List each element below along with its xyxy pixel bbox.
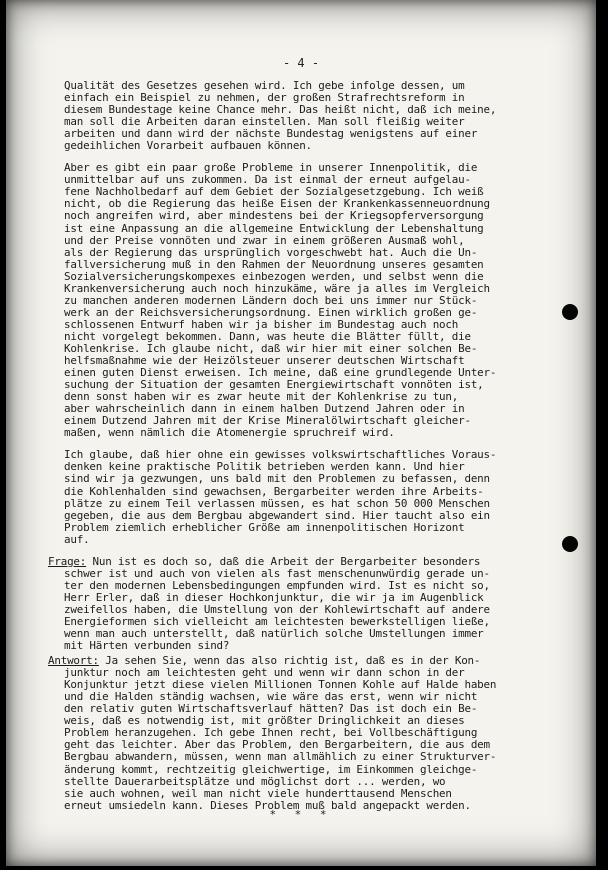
answer-label: Antwort: [48, 654, 99, 668]
text-line: die Kohlenhalden sind gewachsen, Bergarbeiter werden ihre Arbeits- [64, 484, 484, 498]
text-line: arbeiten und dann wird der nächste Bundestag wenigstens auf einer [64, 127, 478, 141]
text-line: weis, daß es notwendig ist, mit größter Dringlichkeit an dieses [64, 714, 465, 728]
text-line: Problem heranzugehen. Ich gebe Ihnen recht, bei Vollbeschäftigung [64, 726, 478, 740]
text-line: änderung kommt, rechtzeitig gleichwertige, im Einkommen gleichge- [64, 762, 478, 776]
text-line: Kohlenkrise. Ich glaube nicht, daß wir hier mit einer solchen Be- [64, 341, 478, 355]
text-line: gegeben, die aus dem Bergbau abgewandert sind. Hier taucht also ein [64, 508, 490, 522]
text-line: sind wir ja gezwungen, uns bald mit den Problemen zu befassen, denn [64, 472, 490, 486]
question-label: Frage: [48, 554, 87, 568]
text-line: fene Nachholbedarf auf dem Gebiet der Sozialgesetzgebung. Ich weiß [64, 185, 484, 199]
text-line: stellte Dauerarbeitsplätze und möglichst dort ... werden, wo [64, 774, 446, 788]
text-line-content: Nun ist es doch so, daß die Arbeit der Bergarbeiter besonders [86, 554, 481, 568]
text-line: und der Preise vonnöten und zwar in einem größeren Ausmaß wohl, [64, 233, 465, 247]
text-line: gedeihlichen Vorarbeit aufbauen können. [64, 139, 312, 153]
text-line: den relativ guten Wirtschaftsverlauf hätten? Das ist doch ein Be- [64, 702, 478, 716]
text-line: Energieformen sich vielleicht am leichtesten bewerkstelligen ließe, [64, 614, 490, 628]
page-number: - 4 - [282, 56, 320, 70]
punch-hole-top [562, 304, 578, 320]
paragraphs [64, 80, 554, 546]
text-line: helfsmaßnahme wie der Heizölsteuer unserer deutschen Wirtschaft [64, 354, 465, 368]
text-line: zweifellos haben, die Umstellung von der Kohlewirtschaft auf andere [64, 602, 490, 616]
text-line: wenn man auch unterstellt, daß natürlich solche Umstellungen immer [64, 627, 484, 641]
text-line: nicht vorgelegt bekommen. Dann, was heute die Blätter füllt, die [64, 329, 471, 343]
text-line: fallversicherung muß in den Rahmen der Neuordnung unseres gesamten [64, 257, 484, 271]
text-line: ter den modernen Lebensbedingungen empfunden wird. Ist es nicht so, [64, 578, 490, 592]
text-line: schwer ist und auch von vielen als fast menschenunwürdig gerade un- [64, 566, 490, 580]
question-text [48, 554, 554, 653]
text-line: Qualität des Gesetzes gesehen wird. Ich gebe infolge dessen, um [64, 79, 465, 92]
text-line: Aber es gibt ein paar große Probleme in unserer Innenpolitik, die [64, 161, 478, 175]
answer-text [48, 654, 554, 812]
text-line: auf. [64, 532, 90, 546]
text-line: nicht, ob die Regierung das heiße Eisen der Krankenkassenneuordnung [64, 197, 490, 211]
text-line: aber wahrscheinlich dann in einem halben Dutzend Jahren oder in [64, 402, 465, 416]
text-line: Ich glaube, daß hier ohne ein gewisses volkswirtschaftliches Voraus- [64, 448, 497, 462]
text-line: geht das leichter. Aber das Problem, den Bergarbeitern, die aus dem [64, 738, 490, 752]
end-mark: * * * [269, 808, 333, 821]
text-line: und die Halden ständig wachsen, wie wäre das erst, wenn wir nicht [64, 690, 478, 704]
text-line: suchung der Situation der gesamten Energiewirtschaft vonnöten ist, [64, 378, 484, 392]
text-line: mit Härten verbunden sind? [64, 639, 230, 653]
text-line: Problem ziemlich erheblicher Größe am innenpolitischen Horizont [64, 520, 465, 534]
answer-block [48, 654, 554, 812]
punch-hole-bottom [562, 536, 578, 552]
text-line: schlossenen Entwurf haben wir ja bisher im Bundestag auch noch [64, 317, 459, 331]
document-body [48, 79, 554, 812]
text-line [48, 556, 554, 568]
text-line: denn sonst haben wir es zwar heute mit der Kohlenkrise zu tun, [64, 390, 459, 404]
paragraph [64, 80, 554, 152]
text-line: noch angreifen wird, aber mindestens bei der Kriegsopferversorgung [64, 209, 484, 223]
text-line: einen guten Dienst erweisen. Ich meine, daß eine grundlegende Unter- [64, 366, 497, 380]
text-line: man soll die Arbeiten daran einstellen. Man soll fleißig weiter [64, 115, 465, 129]
text-line: Herr Erler, daß in dieser Hochkonjunktur, die wir ja im Augenblick [64, 590, 484, 604]
text-line: denken keine praktische Politik betrieben werden kann. Und hier [64, 460, 465, 474]
text-line: junktur noch am leichtesten geht und wenn wir dann schon in der [64, 666, 465, 680]
text-line: Bergbau abwandern, müssen, wenn man allmählich zu einer Strukturver- [64, 750, 497, 764]
text-line: diesem Bundestage keine Chance mehr. Das heißt nicht, daß ich meine, [64, 103, 497, 117]
paragraph [64, 162, 554, 439]
text-line: Sozialversicherungskompexes einbezogen werden, und selbst wenn die [64, 269, 484, 283]
text-line: erneut umsiedeln kann. Dieses Problem muß bald angepackt werden. [64, 798, 471, 812]
paragraph [64, 449, 554, 545]
text-line: plätze zu einem Teil verlassen müssen, es hat schon 50 000 Menschen [64, 496, 490, 510]
text-line: zu manchen anderen modernen Ländern doch bei uns immer nur Stück- [64, 293, 478, 307]
document-page [6, 0, 596, 866]
text-line: werk an der Reichsversicherungsordnung. Einen wirklich großen ge- [64, 305, 478, 319]
question-block [48, 554, 554, 653]
text-line: Krankenversicherung auch noch hinzukäme, wäre ja alles im Vergleich [64, 281, 490, 295]
text-line: Konjunktur jetzt diese vielen Millionen Tonnen Kohle auf Halde haben [64, 678, 497, 692]
text-line-content: Ja sehen Sie, wenn das also richtig ist, daß es in der Kon- [98, 654, 481, 668]
text-line: ist eine Anpassung an die allgemeine Entwicklung der Lebenshaltung [64, 221, 484, 235]
text-line: einfach ein Beispiel zu nehmen, der großen Strafrechtsreform in [64, 91, 465, 105]
text-line: einem Dutzend Jahren mit der Krise Mineralölwirtschaft gleicher- [64, 414, 471, 428]
text-line: maßen, wenn nämlich die Atomenergie spruchreif wird. [64, 426, 395, 440]
text-line: sie auch wohnen, weil man nicht viele hunderttausend Menschen [64, 786, 452, 800]
text-line: unmittelbar auf uns zukommen. Da ist einmal der erneut aufgelau- [64, 173, 471, 187]
text-line: als der Regierung das ursprünglich vorgeschwebt hat. Auch die Un- [64, 245, 478, 259]
